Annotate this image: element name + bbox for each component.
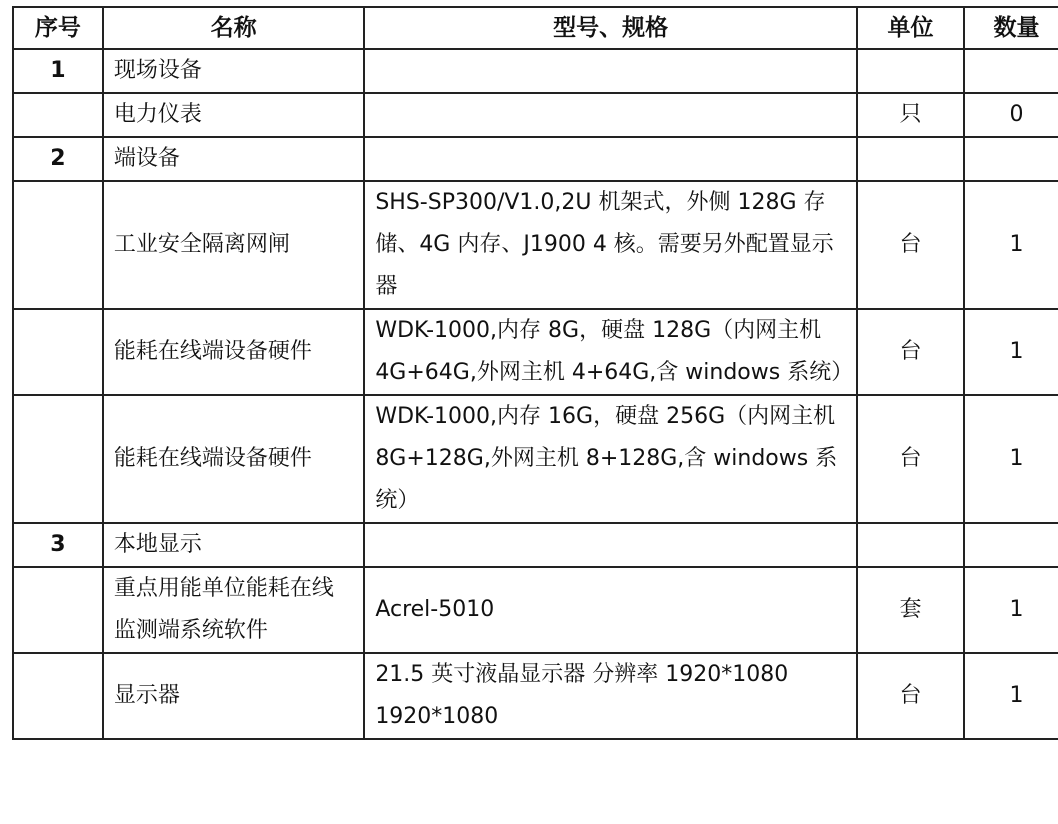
row-qty: 1 xyxy=(964,567,1058,653)
row-qty: 1 xyxy=(964,653,1058,739)
header-unit: 单位 xyxy=(857,7,964,49)
table-row xyxy=(13,93,1058,137)
row-spec: WDK-1000,内存 16G，硬盘 256G（内网主机 8G+128G,外网主机 8+128G,含 windows 系统） xyxy=(364,395,857,523)
row-index xyxy=(13,309,103,395)
table-row xyxy=(13,567,1058,653)
table-row xyxy=(13,523,1058,567)
table-row xyxy=(13,653,1058,739)
row-qty: 0 xyxy=(964,93,1058,137)
row-name: 能耗在线端设备硬件 xyxy=(103,395,364,523)
equipment-table xyxy=(12,6,1058,740)
table-row xyxy=(13,137,1058,181)
table-row xyxy=(13,309,1058,395)
row-spec: 21.5 英寸液晶显示器 分辨率 1920*1080 1920*1080 xyxy=(364,653,857,739)
row-spec: WDK-1000,内存 8G，硬盘 128G（内网主机 4G+64G,外网主机 4+64G,含 windows 系统） xyxy=(364,309,857,395)
row-qty xyxy=(964,523,1058,567)
header-spec: 型号、规格 xyxy=(364,7,857,49)
row-spec xyxy=(364,137,857,181)
header-name: 名称 xyxy=(103,7,364,49)
row-unit: 台 xyxy=(857,653,964,739)
row-unit xyxy=(857,523,964,567)
row-qty: 1 xyxy=(964,395,1058,523)
row-name: 显示器 xyxy=(103,653,364,739)
table-row xyxy=(13,181,1058,309)
row-spec xyxy=(364,523,857,567)
row-spec: Acrel-5010 xyxy=(364,567,857,653)
row-qty xyxy=(964,137,1058,181)
row-name: 工业安全隔离网闸 xyxy=(103,181,364,309)
row-index: 3 xyxy=(13,523,103,567)
row-index xyxy=(13,93,103,137)
row-index xyxy=(13,181,103,309)
row-qty xyxy=(964,49,1058,93)
row-name: 本地显示 xyxy=(103,523,364,567)
table-row xyxy=(13,49,1058,93)
row-unit: 只 xyxy=(857,93,964,137)
row-name: 现场设备 xyxy=(103,49,364,93)
row-qty: 1 xyxy=(964,181,1058,309)
row-spec: SHS-SP300/V1.0,2U 机架式，外侧 128G 存储、4G 内存、J1900 4 核。需要另外配置显示器 xyxy=(364,181,857,309)
table-row xyxy=(13,395,1058,523)
row-spec xyxy=(364,49,857,93)
row-index xyxy=(13,395,103,523)
row-qty: 1 xyxy=(964,309,1058,395)
header-index: 序号 xyxy=(13,7,103,49)
row-unit xyxy=(857,49,964,93)
row-unit: 套 xyxy=(857,567,964,653)
row-name: 能耗在线端设备硬件 xyxy=(103,309,364,395)
row-spec xyxy=(364,93,857,137)
row-index xyxy=(13,653,103,739)
row-unit xyxy=(857,137,964,181)
row-name: 重点用能单位能耗在线监测端系统软件 xyxy=(103,567,364,653)
row-index: 2 xyxy=(13,137,103,181)
header-qty: 数量 xyxy=(964,7,1058,49)
row-unit: 台 xyxy=(857,395,964,523)
row-name: 端设备 xyxy=(103,137,364,181)
row-unit: 台 xyxy=(857,309,964,395)
row-unit: 台 xyxy=(857,181,964,309)
row-index: 1 xyxy=(13,49,103,93)
row-name: 电力仪表 xyxy=(103,93,364,137)
table-header-row xyxy=(13,7,1058,49)
row-index xyxy=(13,567,103,653)
